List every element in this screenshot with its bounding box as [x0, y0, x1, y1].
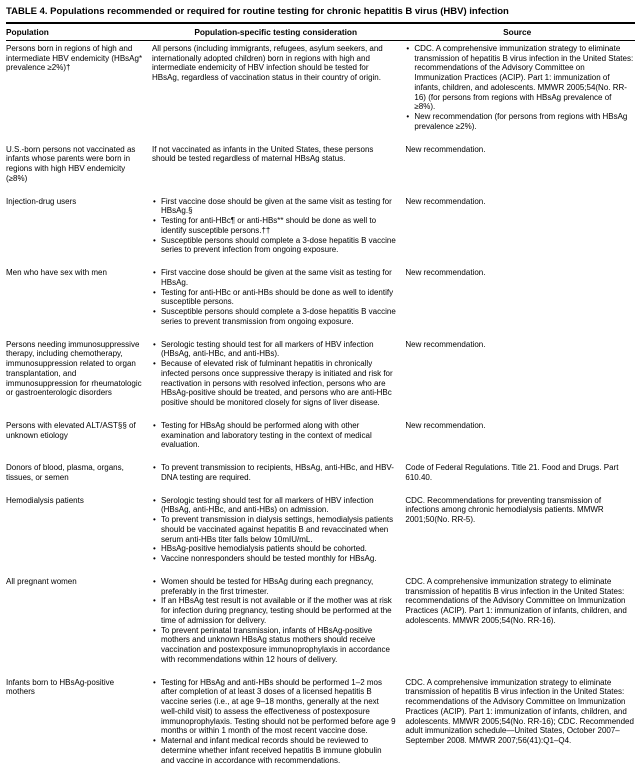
column-header-consideration: Population-specific testing consideration: [152, 23, 405, 41]
population-cell: Persons needing immunosuppressive therapy, including chemotherapy, immunosuppression related to organ transplantation, and immunosuppression for rheumatologic or gastroenterologic disorders: [6, 339, 142, 398]
consideration-bullet: • Serologic testing should test for all markers of HBV infection (HBsAg, anti-HBc, and anti-HBs).: [152, 340, 396, 360]
source-cell: [405, 265, 635, 337]
consideration-bullet: • First vaccine dose should be given at the same visit as testing for HBsAg.§: [152, 197, 396, 217]
table-row: [6, 460, 635, 493]
source-text: New recommendation.: [405, 420, 486, 430]
source-cell: [405, 574, 635, 675]
consideration-bullet: • Vaccine nonresponders should be tested monthly for HBsAg.: [152, 554, 396, 564]
consideration-bullet: • To prevent perinatal transmission, infants of HBsAg-positive mothers and unknown HBsAg status mothers should receive vaccination and postexposure immunoprophylaxis in accordance with recommendations within 12 hours of delivery.: [152, 626, 396, 665]
table-row: [6, 265, 635, 337]
source-bullet: • New recommendation (for persons from regions with HBsAg prevalence ≥2%).: [405, 112, 634, 132]
source-cell: [405, 142, 635, 194]
header-row: [6, 23, 635, 41]
table-row: [6, 194, 635, 266]
population-cell: Infants born to HBsAg-positive mothers: [6, 677, 115, 697]
consideration-bullet-list: [152, 421, 396, 450]
consideration-bullet: • Because of elevated risk of fulminant hepatitis in chronically infected persons once suppressive therapy is initiated and risk for reactivation in persons with resolved infection, persons who are HBsAg-positive should be treated, and persons who are anti-HBc positive should be monitored closely for signs of liver disease.: [152, 359, 396, 408]
consideration-cell: [152, 194, 405, 266]
consideration-cell: [152, 460, 405, 493]
source-text: New recommendation.: [405, 196, 486, 206]
source-text: CDC. A comprehensive immunization strategy to eliminate transmission of hepatitis B virus infection in the United States: recommendations of the Advisory Committee on Immunization Practices (ACIP). Part 1: immunization of infants, children, and adolescents. MMWR 2005;54(No. RR-16).: [405, 576, 627, 625]
population-cell: Men who have sex with men: [6, 268, 107, 278]
consideration-cell: [152, 675, 405, 775]
consideration-text: If not vaccinated as infants in the United States, these persons should be tested regardless of maternal HBsAg status.: [151, 144, 374, 164]
consideration-bullet: • Serologic testing should test for all markers of HBV infection (HBsAg, anti-HBc, and anti-HBs) on admission.: [152, 496, 396, 516]
table-row: [6, 337, 635, 418]
consideration-cell: [152, 418, 405, 460]
source-bullet: • CDC. A comprehensive immunization strategy to eliminate transmission of hepatitis B virus infection in the United States: recommendations of the Advisory Committee on Immunization Practices (ACIP). Part 1: immunization of infants, children, and adolescents. MMWR 2005;54(No. RR-16) (for persons from regions with HBsAg prevalence of ≥8%).: [405, 44, 634, 112]
consideration-bullet: • HBsAg-positive hemodialysis patients should be cohorted.: [152, 544, 396, 554]
consideration-cell: [152, 337, 405, 418]
consideration-bullet-list: [152, 577, 396, 665]
consideration-cell: [152, 142, 405, 194]
population-cell: Donors of blood, plasma, organs, tissues, or semen: [6, 463, 124, 482]
consideration-bullet: • Susceptible persons should complete a 3-dose hepatitis B vaccine series to prevent infection from ongoing exposure.: [152, 236, 396, 256]
consideration-bullet: • Women should be tested for HBsAg during each pregnancy, preferably in the first trimester.: [152, 577, 396, 597]
population-cell: Injection-drug users: [6, 196, 77, 206]
consideration-bullet: • Susceptible persons should complete a 3-dose hepatitis B vaccine series to prevent transmission from ongoing exposure.: [152, 307, 396, 327]
population-cell: Persons born in regions of high and intermediate HBV endemicity (HBsAg* prevalence ≥2%)†: [6, 43, 143, 73]
consideration-cell: [152, 40, 405, 141]
hbv-testing-table: [6, 22, 635, 775]
source-text: New recommendation.: [405, 144, 486, 154]
table-row: [6, 40, 635, 141]
consideration-bullet: • To prevent transmission to recipients, HBsAg, anti-HBc, and HBV-DNA testing are required.: [152, 463, 396, 483]
table-row: [6, 675, 635, 775]
table-row: [6, 493, 635, 574]
consideration-cell: [152, 493, 405, 574]
source-cell: [405, 493, 635, 574]
table-title: TABLE 4. Populations recommended or required for routine testing for chronic hepatitis B virus (HBV) infection: [6, 6, 509, 17]
source-bullet-list: [405, 44, 634, 132]
consideration-bullet-list: [152, 197, 396, 256]
consideration-cell: [152, 574, 405, 675]
consideration-bullet: • Testing for HBsAg and anti-HBs should be performed 1–2 mos after completion of at least 3 doses of a licensed hepatitis B vaccine series (i.e., at age 9–18 months, generally at the next well-child visit) to assess the effectiveness of postexposure immunoprophylaxis. Testing should not be performed before age 9 months or within 1 month of the most recent vaccine dose.: [152, 678, 396, 737]
source-cell: [405, 194, 635, 266]
column-header-population: Population: [6, 23, 152, 41]
source-text: Code of Federal Regulations. Title 21. Food and Drugs. Part 610.40.: [405, 463, 619, 482]
source-cell: [405, 418, 635, 460]
consideration-bullet: • Maternal and infant medical records should be reviewed to determine whether infant received hepatitis B immune globulin and vaccine in accordance with recommendations.: [152, 736, 396, 765]
source-text: New recommendation.: [405, 339, 486, 349]
source-text: CDC. A comprehensive immunization strategy to eliminate transmission of hepatitis B virus infection in the United States: recommendations of the Advisory Committee on Immunization Practices (ACIP). Part 1: immunization of infants, children, and adolescents. MMWR 2005;54(No. RR-16); CDC. Recommended adult immunization schedule—United States, October 2007–September 2008. MMWR 2007;56(41):Q1–Q4.: [405, 677, 634, 746]
source-cell: [405, 460, 635, 493]
consideration-bullet: • Testing for HBsAg should be performed along with other examination and laboratory testing in the context of medical evaluation.: [152, 421, 396, 450]
column-header-source: Source: [405, 23, 635, 41]
source-cell: [405, 337, 635, 418]
consideration-bullet-list: [152, 496, 396, 564]
population-cell: All pregnant women: [6, 576, 77, 586]
consideration-cell: [152, 265, 405, 337]
consideration-bullet-list: [152, 268, 396, 327]
consideration-bullet-list: [152, 340, 396, 408]
consideration-text: All persons (including immigrants, refugees, asylum seekers, and internationally adopted children) born in regions with high and intermediate endemicity of HBV infection should be tested for HBsAg, regardless of vaccination status in their country of origin.: [151, 43, 383, 83]
table-row: [6, 142, 635, 194]
population-cell: U.S.-born persons not vaccinated as infants whose parents were born in regions with high HBV endemicity (≥8%): [6, 144, 136, 183]
consideration-bullet: • To prevent transmission in dialysis settings, hemodialysis patients should be vaccinated against hepatitis B and revaccinated when serum anti-HBs titer falls below 10mIU/mL.: [152, 515, 396, 544]
source-cell: [405, 675, 635, 775]
consideration-bullet: • If an HBsAg test result is not available or if the mother was at risk for infection during pregnancy, testing should be performed at the time of admission for delivery.: [152, 596, 396, 625]
table-row: [6, 574, 635, 675]
consideration-bullet: • First vaccine dose should be given at the same visit as testing for HBsAg.: [152, 268, 396, 288]
consideration-bullet-list: [152, 678, 396, 766]
population-cell: Persons with elevated ALT/AST§§ of unknown etiology: [6, 420, 136, 440]
source-cell: [405, 40, 635, 141]
population-cell: Hemodialysis patients: [6, 495, 84, 505]
source-text: CDC. Recommendations for preventing transmission of infections among chronic hemodialysis patients. MMWR 2001;50(No. RR-5).: [405, 495, 604, 525]
table-row: [6, 418, 635, 460]
consideration-bullet: • Testing for anti-HBc¶ or anti-HBs** should be done as well to identify susceptible persons.††: [152, 216, 396, 236]
source-text: New recommendation.: [405, 268, 486, 278]
consideration-bullet: • Testing for anti-HBc or anti-HBs should be done as well to identify susceptible persons.: [152, 288, 396, 308]
consideration-bullet-list: [152, 463, 396, 483]
